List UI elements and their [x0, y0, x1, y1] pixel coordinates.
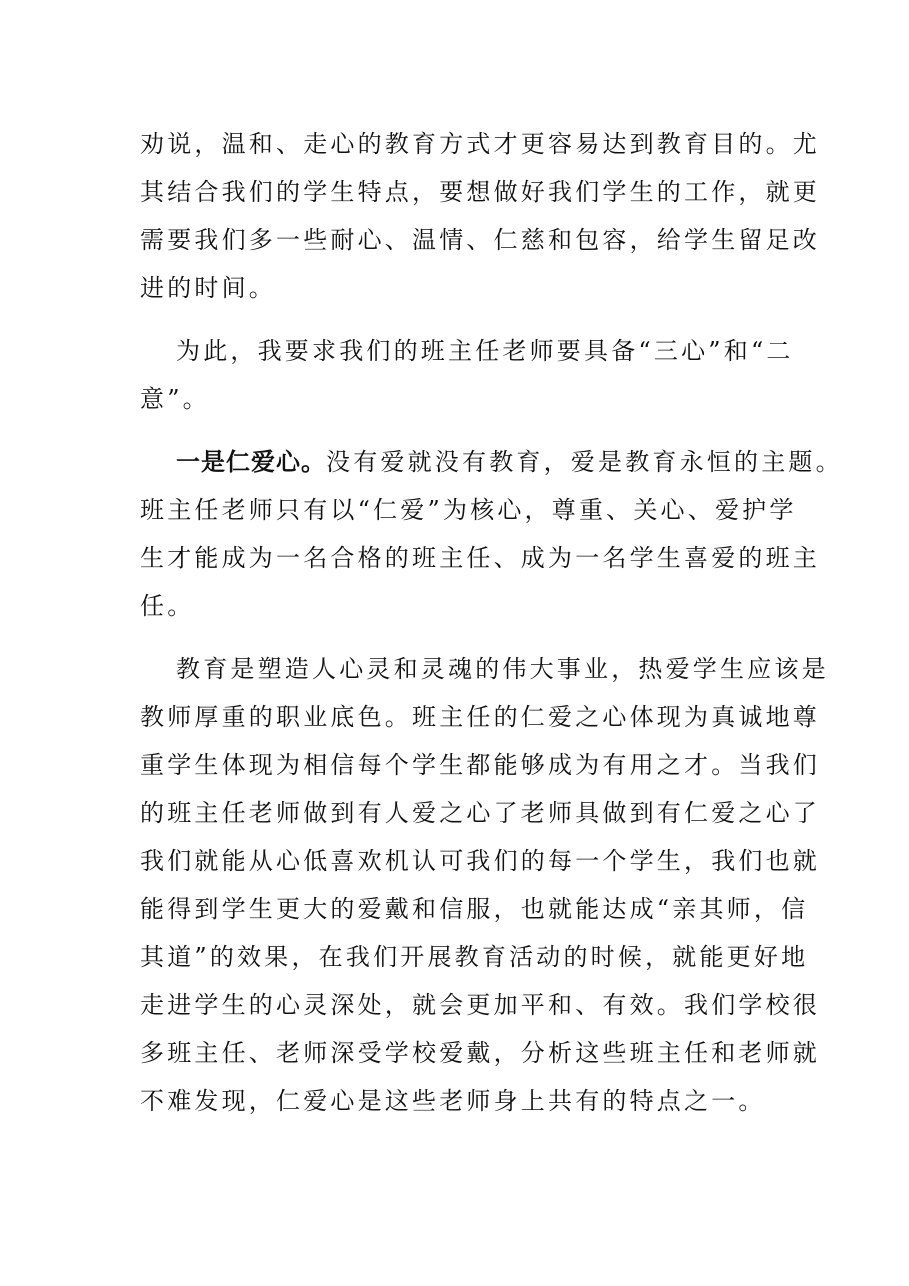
text-line: 进的时间。	[140, 274, 276, 302]
text-line: 教育是塑造人心灵和灵魂的伟大事业，热爱学生应该是	[176, 655, 829, 683]
section-heading: 一是仁爱心。	[176, 448, 326, 476]
text-line: 为此，我要求我们的班主任老师要具备“三心”和“二	[176, 337, 794, 365]
paragraph-spacing	[140, 630, 785, 645]
document-body	[140, 120, 843, 1125]
text-line: 劝说，温和、走心的教育方式才更容易达到教育目的。尤	[140, 130, 820, 158]
text-line: 能得到学生更大的爱戴和信服，也就能达成“亲其师，信	[140, 895, 809, 923]
text-run: 没有爱就没有教育，爱是教育永恒的主题。	[326, 448, 843, 476]
paragraph-spacing	[140, 312, 785, 327]
text-line: 多班主任、老师深受学校爱戴，分析这些班主任和老师就	[140, 1039, 820, 1067]
text-line: 其结合我们的学生特点，要想做好我们学生的工作，就更	[140, 178, 820, 206]
text-line: 的班主任老师做到有人爱之心了老师具做到有仁爱之心了	[140, 799, 820, 827]
paragraph-4	[140, 645, 829, 1125]
text-line: 重学生体现为相信每个学生都能够成为有用之才。当我们	[140, 751, 820, 779]
text-line	[140, 438, 843, 486]
text-line: 我们就能从心低喜欢机认可我们的每一个学生，我们也就	[140, 847, 820, 875]
text-line: 生才能成为一名合格的班主任、成为一名学生喜爱的班主	[140, 544, 820, 572]
text-line: 走进学生的心灵深处，就会更加平和、有效。我们学校很	[140, 991, 820, 1019]
paragraph-3	[140, 438, 843, 630]
text-line: 不难发现，仁爱心是这些老师身上共有的特点之一。	[140, 1087, 766, 1115]
paragraph-2	[140, 327, 794, 423]
paragraph-spacing	[140, 423, 785, 438]
text-line: 任。	[140, 592, 195, 620]
text-line: 班主任老师只有以“仁爱”为核心，尊重、关心、爱护学	[140, 496, 797, 524]
text-line: 教师厚重的职业底色。班主任的仁爱之心体现为真诚地尊	[140, 703, 820, 731]
text-line: 其道”的效果，在我们开展教育活动的时候，就能更好地	[140, 943, 809, 971]
text-line: 需要我们多一些耐心、温情、仁慈和包容，给学生留足改	[140, 226, 820, 254]
paragraph-1	[140, 120, 820, 312]
text-line: 意”。	[140, 385, 210, 413]
